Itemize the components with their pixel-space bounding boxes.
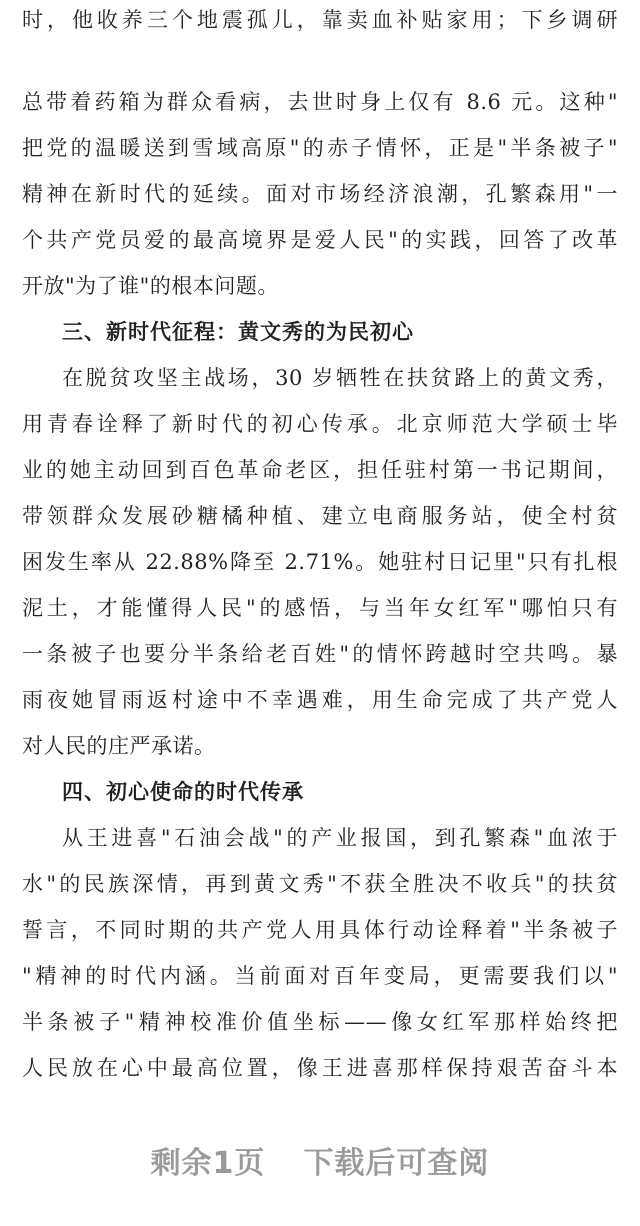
remaining-pages-label: 剩余1页 (150, 1146, 266, 1181)
section-heading-3: 三、新时代征程：黄文秀的为民初心 (62, 320, 414, 344)
paragraph-line: 一条被子也要分半条给老百姓"的情怀跨越时空共鸣。暴 (22, 642, 618, 666)
paragraph-line: 在脱贫攻坚主战场，30 岁牺牲在扶贫路上的黄文秀， (62, 366, 618, 390)
download-hint-label[interactable]: 下载后可查阅 (303, 1146, 490, 1181)
paragraph-line: 泥土，才能懂得人民"的感悟，与当年女红军"哪怕只有 (22, 596, 618, 620)
paragraph-line: 从王进喜"石油会战"的产业报国，到孔繁森"血浓于 (62, 826, 618, 850)
paragraph-line: 时，他收养三个地震孤儿，靠卖血补贴家用；下乡调研 (22, 8, 618, 32)
section-heading-4: 四、初心使命的时代传承 (62, 780, 304, 804)
paragraph-line: 用青春诠释了新时代的初心传承。北京师范大学硕士毕 (22, 412, 618, 436)
download-prompt-banner[interactable] (0, 1140, 640, 1188)
paragraph-line: 水"的民族深情，再到黄文秀"不获全胜决不收兵"的扶贫 (22, 872, 618, 896)
paragraph-line: 总带着药箱为群众看病，去世时身上仅有 8.6 元。这种" (22, 90, 618, 114)
paragraph-line: 人民放在心中最高位置，像王进喜那样保持艰苦奋斗本 (22, 1056, 618, 1080)
paragraph-line: 业的她主动回到百色革命老区，担任驻村第一书记期间， (22, 458, 618, 482)
paragraph-line: 誓言，不同时期的共产党人用具体行动诠释着"半条被子 (22, 918, 618, 942)
paragraph-line: 开放"为了谁"的根本问题。 (22, 274, 279, 298)
paragraph-line: 半条被子"精神校准价值坐标——像女红军那样始终把 (22, 1010, 618, 1034)
paragraph-line: "精神的时代内涵。当前面对百年变局，更需要我们以" (22, 964, 618, 988)
paragraph-line: 带领群众发展砂糖橘种植、建立电商服务站，使全村贫 (22, 504, 618, 528)
paragraph-line: 个共产党员爱的最高境界是爱人民"的实践，回答了改革 (22, 228, 618, 252)
paragraph-line: 把党的温暖送到雪域高原"的赤子情怀，正是"半条被子" (22, 136, 618, 160)
paragraph-line: 对人民的庄严承诺。 (22, 734, 216, 758)
paragraph-line: 雨夜她冒雨返村途中不幸遇难，用生命完成了共产党人 (22, 688, 618, 712)
paragraph-line: 困发生率从 22.88%降至 2.71%。她驻村日记里"只有扎根 (22, 550, 618, 574)
paragraph-line: 精神在新时代的延续。面对市场经济浪潮，孔繁森用"一 (22, 182, 618, 206)
